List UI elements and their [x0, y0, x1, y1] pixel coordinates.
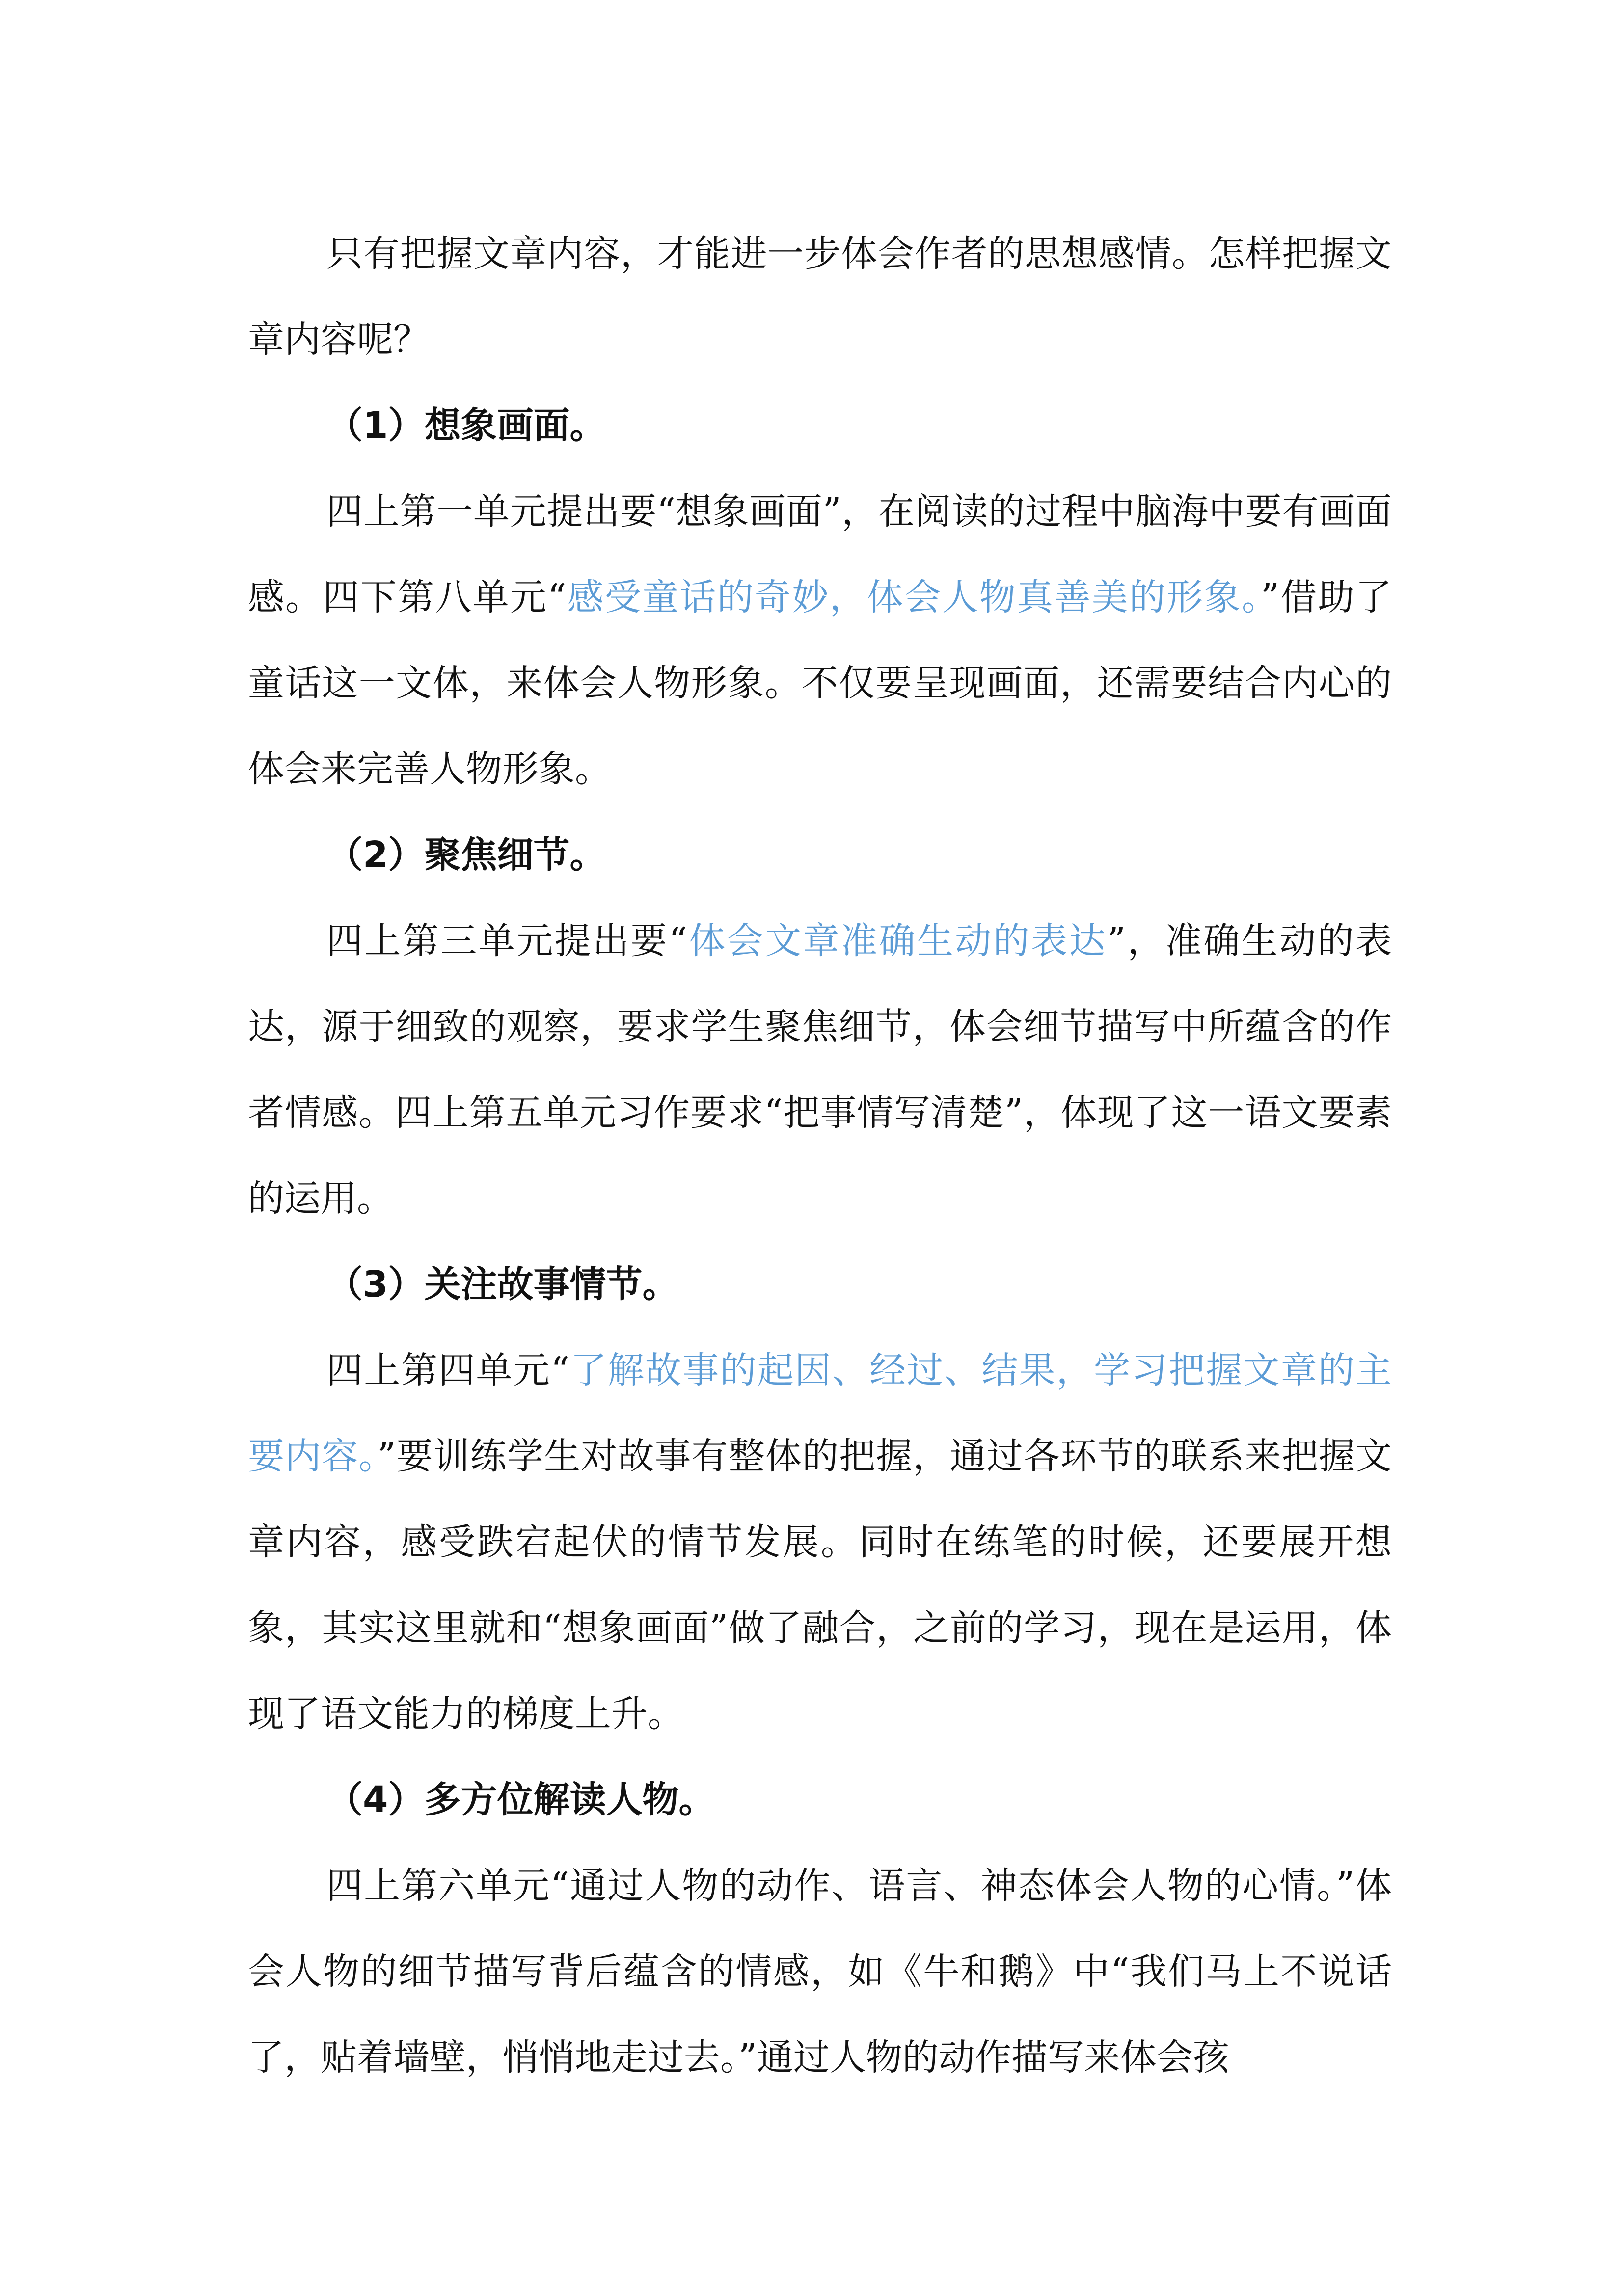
section-3-paragraph	[248, 1328, 1392, 1757]
section-1-text-end: ”借助了童话这一文体，来体会人物形象。不仅要呈现画面，还需要结合内心的体会来完善人物形象。	[248, 576, 1392, 790]
section-3-highlight: 了解故事的起因、经过、结果，学习把握文章的主要内容。	[248, 1349, 1392, 1477]
section-1-text-start: 四上第一单元提出要“想象画面”，在阅读的过程中脑海中要有画面感。四下第八单元“	[248, 490, 1392, 618]
section-2-text-start: 四上第三单元提出要“	[326, 920, 687, 962]
section-2-paragraph	[248, 898, 1392, 1242]
section-2-text-end: ”，准确生动的表达，源于细致的观察，要求学生聚焦细节，体会细节描写中所蕴含的作者情感。四上第五单元习作要求“把事情写清楚”，体现了这一语文要素的运用。	[248, 920, 1392, 1220]
section-1-highlight: 感受童话的奇妙，体会人物真善美的形象。	[566, 576, 1261, 618]
section-heading-1: （1）想象画面。	[326, 404, 606, 447]
section-heading-2: （2）聚焦细节。	[326, 834, 606, 876]
section-3-text-end: ”要训练学生对故事有整体的把握，通过各环节的联系来把握文章内容，感受跌宕起伏的情节发展。同时在练笔的时候，还要展开想象，其实这里就和“想象画面”做了融合，之前的学习，现在是运用，体现了语文能力的梯度上升。	[248, 1435, 1392, 1735]
intro-paragraph: 只有把握文章内容，才能进一步体会作者的思想感情。怎样把握文章内容呢？	[248, 233, 1392, 361]
section-2-highlight: 体会文章准确生动的表达	[687, 920, 1108, 962]
section-heading-3: （3）关注故事情节。	[326, 1263, 679, 1306]
document-body	[248, 211, 1392, 2101]
section-3-text-start: 四上第四单元“	[326, 1349, 569, 1391]
section-4-paragraph: 四上第六单元“通过人物的动作、语言、神态体会人物的心情。”体会人物的细节描写背后蕴含的情感，如《牛和鹅》中“我们马上不说话了，贴着墙壁，悄悄地走过去。”通过人物的动作描写来体会孩	[248, 1865, 1392, 2079]
section-1-paragraph	[248, 469, 1392, 812]
section-heading-4: （4）多方位解读人物。	[326, 1779, 715, 1821]
